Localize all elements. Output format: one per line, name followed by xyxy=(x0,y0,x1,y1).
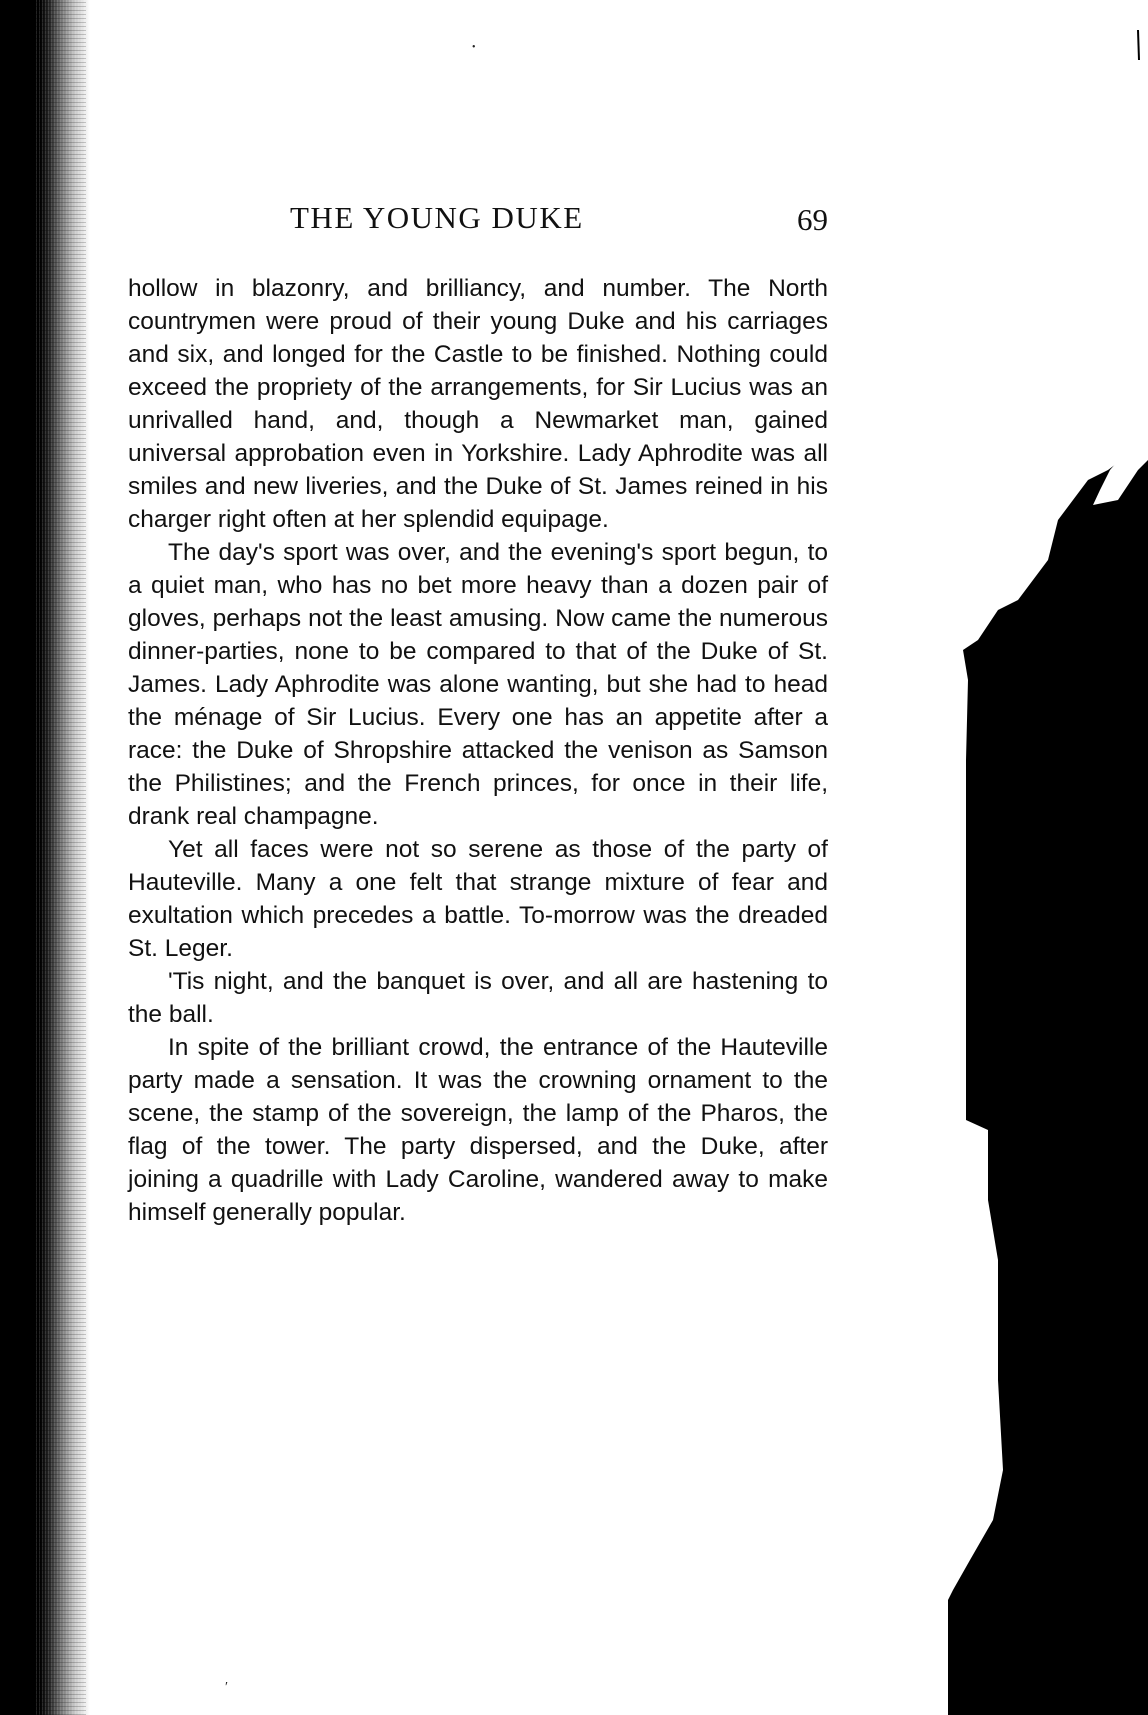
left-gutter-texture xyxy=(36,0,86,1715)
page-header xyxy=(128,200,828,246)
stray-speck: • xyxy=(472,42,476,53)
page-number: 69 xyxy=(797,202,828,237)
paragraph: hollow in blazonry, and brilliancy, and number. The North countrymen were proud of their young Duke and his carriages and six, and longed for the Castle to be finished. Nothing could exceed the propriety of the arrangements, for Sir Lucius was an unrivalled hand, and, though a Newmarket man, gained universal approbation even in Yorkshire. Lady Aphrodite was all smiles and new liveries, and the Duke of St. James reined in his charger right often at her splendid equipage. xyxy=(128,275,828,533)
running-title: THE YOUNG DUKE xyxy=(290,200,584,235)
paragraph: Yet all faces were not so serene as those of the party of Hauteville. Many a one felt that strange mixture of fear and exultation which precedes a battle. To-morrow was the dreaded St. Leger. xyxy=(128,836,828,962)
paragraph: 'Tis night, and the banquet is over, and all are hastening to the ball. xyxy=(128,968,828,1028)
body-text xyxy=(128,272,828,1229)
paragraph: The day's sport was over, and the evening's sport begun, to a quiet man, who has no bet more heavy than a dozen pair of gloves, perhaps not the least amusing. Now came the numerous dinner-parties, none to be compared to that of the Duke of St. James. Lady Aphrodite was alone wanting, but she had to head the ménage of Sir Lucius. Every one has an appetite after a race: the Duke of Shropshire attacked the venison as Samson the Philistines; and the French princes, for once in their life, drank real champagne. xyxy=(128,539,828,830)
stray-speck: ′ xyxy=(225,1680,229,1695)
paragraph: In spite of the brilliant crowd, the entrance of the Hauteville party made a sensation. It was the crowning ornament to the scene, the stamp of the sovereign, the lamp of the Pharos, the flag of the tower. The party dispersed, and the Duke, after joining a quadrille with Lady Caroline, wandered away to make himself generally popular. xyxy=(128,1034,828,1226)
